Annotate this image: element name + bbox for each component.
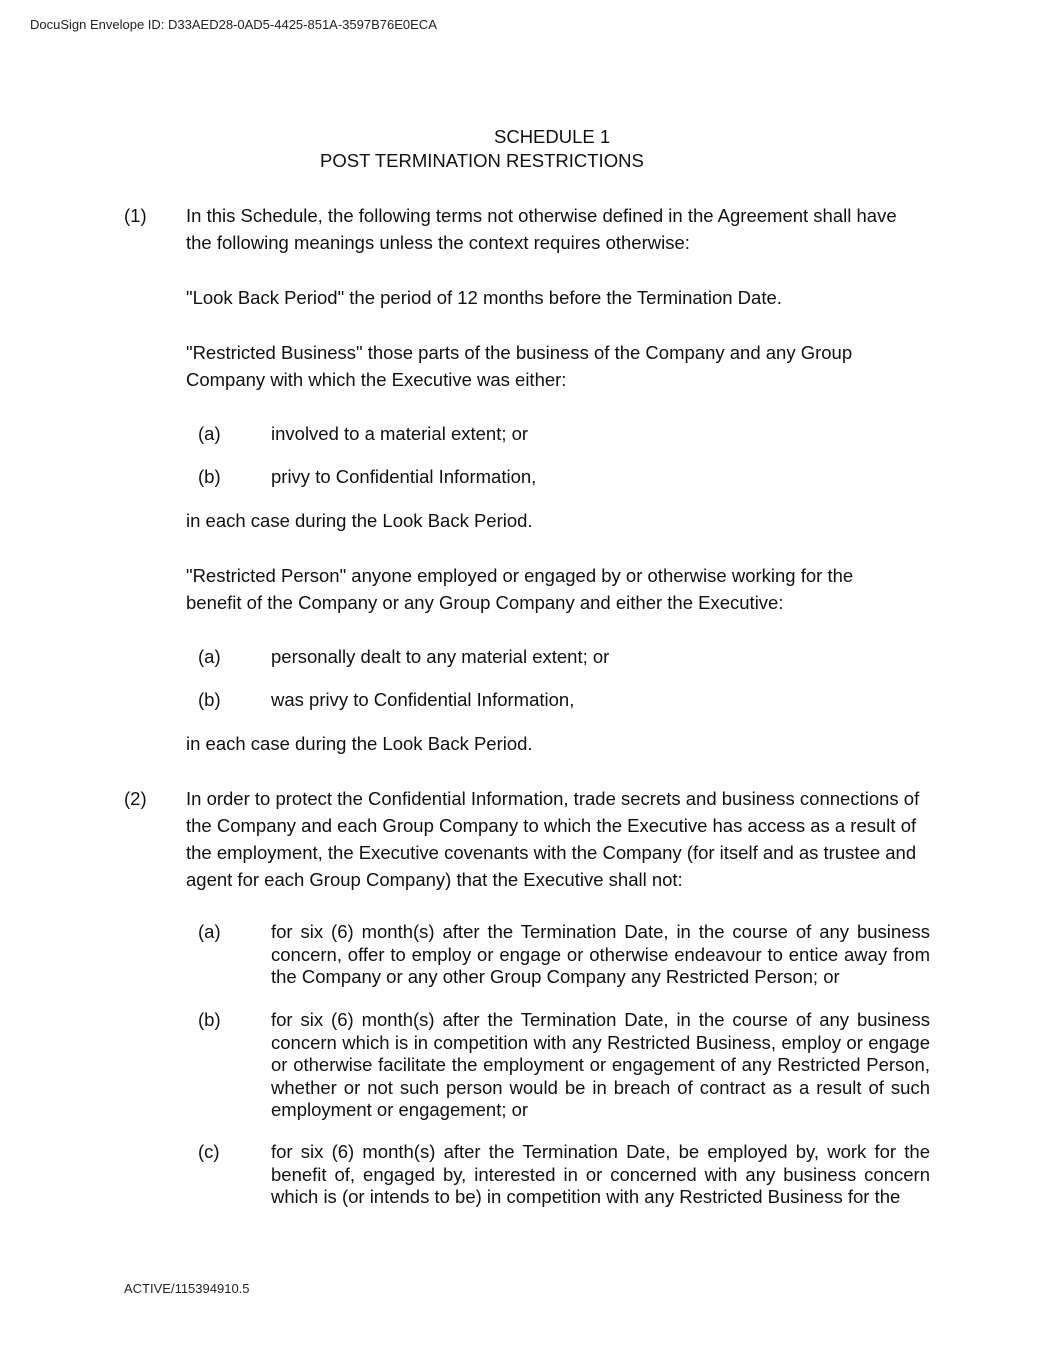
text-line: "Restricted Business" those parts of the business of the Company and any Group [186, 342, 853, 363]
text-line: the employment, the Executive covenants with the Company (for itself and as trustee and [186, 842, 917, 863]
definition-look-back-period: "Look Back Period" the period of 12 months before the Termination Date. [186, 287, 782, 308]
docusign-envelope-id: DocuSign Envelope ID: D33AED28-0AD5-4425-851A-3597B76E0ECA [30, 17, 437, 32]
clause-number: (2) [124, 788, 147, 809]
item-label: (b) [198, 466, 221, 487]
item-label: (a) [198, 423, 221, 444]
item-text: involved to a material extent; or [271, 423, 529, 444]
definition-restricted-business [186, 339, 852, 393]
item-text: privy to Confidential Information, [271, 466, 537, 487]
clause-intro [186, 785, 919, 893]
text-line: the Company and each Group Company to which the Executive has access as a result of [186, 815, 917, 836]
item-label: (b) [198, 1009, 221, 1030]
item-label: (a) [198, 921, 221, 942]
text-line: the following meanings unless the context requires otherwise: [186, 232, 690, 253]
definition-restricted-person [186, 562, 853, 616]
item-label: (a) [198, 646, 221, 667]
item-text: for six (6) month(s) after the Termination Date, be employed by, work for the benefit of, engaged by, interested in or concerned with any business concern which is (or intends to be) in competition with any Restricted Business for the [271, 1141, 930, 1207]
item-text: for six (6) month(s) after the Termination Date, in the course of any business concern, offer to employ or engage or otherwise endeavour to entice away from the Company or any other Group Company any Restricted Person; or [271, 921, 930, 987]
item-label: (b) [198, 689, 221, 710]
item-label: (c) [198, 1141, 220, 1162]
item-text: for six (6) month(s) after the Termination Date, in the course of any business concern which is in competition with any Restricted Business, employ or engage or otherwise facilitate the employment or engagement of any Restricted Person, whether or not such person would be in breach of contract as a result of such employment or engagement; or [271, 1009, 930, 1120]
text-line: Company with which the Executive was either: [186, 369, 567, 390]
restricted-business-tail: in each case during the Look Back Period. [186, 510, 533, 531]
text-line: In this Schedule, the following terms not otherwise defined in the Agreement shall have [186, 205, 897, 226]
restricted-person-tail: in each case during the Look Back Period. [186, 733, 533, 754]
schedule-subtitle: POST TERMINATION RESTRICTIONS [320, 150, 644, 171]
text-line: benefit of the Company or any Group Company and either the Executive: [186, 592, 784, 613]
text-line: In order to protect the Confidential Information, trade secrets and business connections of [186, 788, 920, 809]
schedule-title: SCHEDULE 1 [494, 126, 611, 147]
document-reference: ACTIVE/115394910.5 [124, 1281, 250, 1296]
text-line: agent for each Group Company) that the Executive shall not: [186, 869, 683, 890]
text-line: "Restricted Person" anyone employed or engaged by or otherwise working for the [186, 565, 854, 586]
clause-number: (1) [124, 205, 147, 226]
item-text: personally dealt to any material extent; or [271, 646, 610, 667]
item-text: was privy to Confidential Information, [271, 689, 575, 710]
clause-intro [186, 202, 897, 256]
